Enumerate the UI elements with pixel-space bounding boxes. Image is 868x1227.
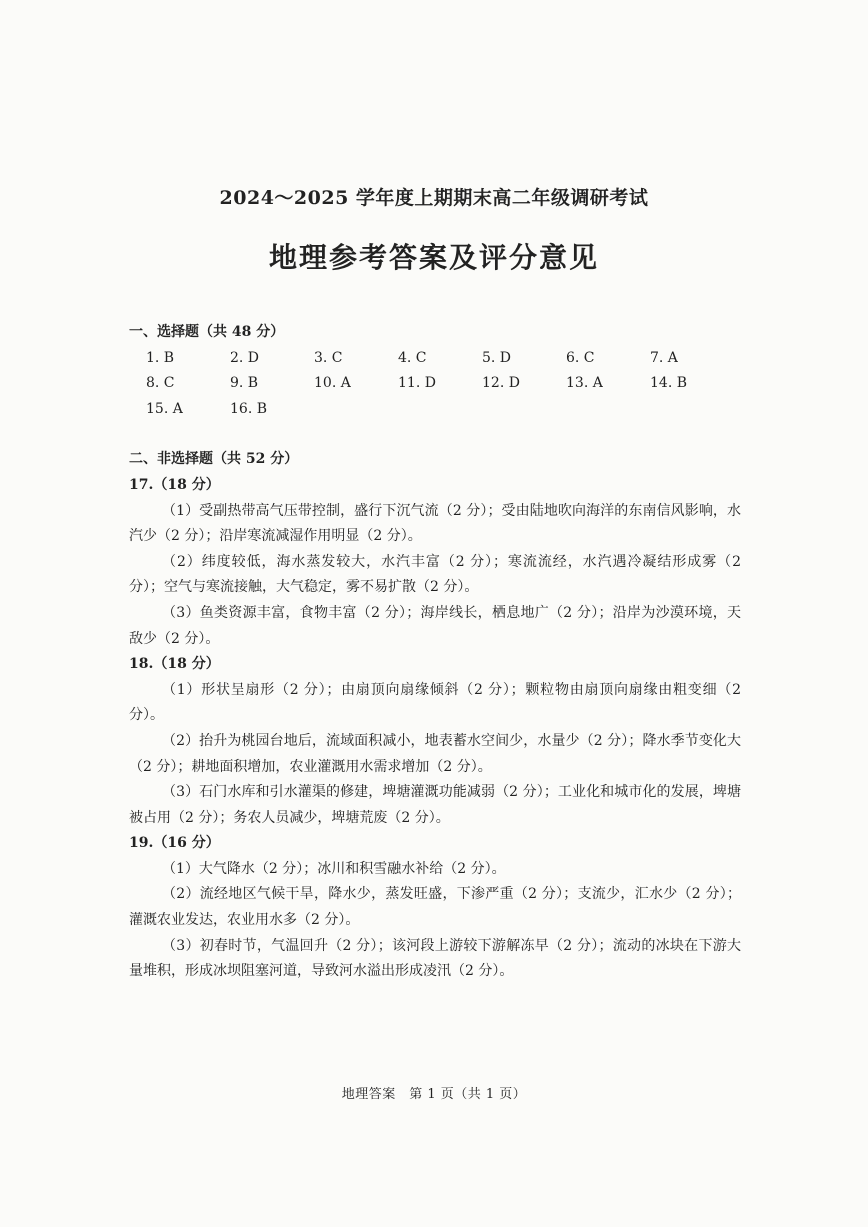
page-title: 地理参考答案及评分意见 (268, 241, 599, 274)
question-19-part-2: （2）流经地区气候干旱，降水少，蒸发旺盛，下渗严重（2 分）；支流少，汇水少（2 分）；灌溉农业发达，农业用水多（2 分）。 (129, 886, 741, 929)
answer-content (129, 320, 741, 985)
question-17-part-3: （3）鱼类资源丰富，食物丰富（2 分）；海岸线长，栖息地广（2 分）；沿岸为沙漠环境，天敌少（2 分）。 (129, 604, 741, 647)
mc-answer: 1. B (146, 349, 175, 366)
mc-answer: 7. A (650, 349, 678, 366)
mc-answer: 2. D (230, 349, 260, 366)
question-19-part-1: （1）大气降水（2 分）；冰川和积雪融水补给（2 分）。 (162, 860, 506, 877)
mc-answer: 8. C (146, 375, 175, 392)
mc-answer: 16. B (230, 400, 268, 417)
mc-answer: 12. D (482, 375, 520, 392)
mc-answer: 14. B (650, 375, 688, 392)
question-17-part-1: （1）受副热带高气压带控制，盛行下沉气流（2 分）；受由陆地吹向海洋的东南信风影响，水汽少（2 分）；沿岸寒流减湿作用明显（2 分）。 (129, 502, 741, 545)
question-19-part-3: （3）初春时节，气温回升（2 分）；该河段上游较下游解冻早（2 分）；流动的冰块在下游大量堆积，形成冰坝阻塞河道，导致河水溢出形成凌汛（2 分）。 (129, 937, 741, 980)
page-footer: 地理答案 第 1 页（共 1 页） (341, 1087, 527, 1102)
mc-answer: 11. D (398, 375, 436, 392)
question-17-part-2: （2）纬度较低，海水蒸发较大，水汽丰富（2 分）；寒流流经，水汽遇冷凝结形成雾（2 分）；空气与寒流接触，大气稳定，雾不易扩散（2 分）。 (129, 553, 741, 596)
mc-answer: 10. A (314, 375, 351, 392)
question-19-label: 19.（16 分） (129, 835, 220, 852)
mc-answer: 15. A (146, 400, 183, 417)
mc-answer: 3. C (314, 349, 343, 366)
question-18-part-1: （1）形状呈扇形（2 分）；由扇顶向扇缘倾斜（2 分）；颗粒物由扇顶向扇缘由粗变细（2 分）。 (129, 681, 741, 724)
mc-answer: 6. C (566, 349, 595, 366)
mc-answer: 5. D (482, 349, 512, 366)
mc-answer: 13. A (566, 375, 603, 392)
question-18-part-2: （2）抬升为桃园台地后，流域面积减小，地表蓄水空间少，水量少（2 分）；降水季节变化大（2 分）；耕地面积增加，农业灌溉用水需求增加（2 分）。 (129, 732, 741, 775)
question-18-part-3: （3）石门水库和引水灌渠的修建，埤塘灌溉功能减弱（2 分）；工业化和城市化的发展，埤塘被占用（2 分）；务农人员减少，埤塘荒废（2 分）。 (129, 784, 741, 826)
multiple-choice-answer-grid (129, 346, 741, 423)
exam-title: 2024～2025 学年度上期期末高二年级调研考试 (219, 187, 649, 209)
mc-answer: 4. C (398, 349, 427, 366)
question-17-label: 17.（18 分） (129, 476, 220, 493)
question-18-label: 18.（18 分） (129, 656, 220, 673)
mc-answer: 9. B (230, 375, 259, 392)
section-heading-free-response: 二、非选择题（共 52 分） (129, 451, 299, 468)
section-heading-multiple-choice: 一、选择题（共 48 分） (129, 324, 285, 340)
